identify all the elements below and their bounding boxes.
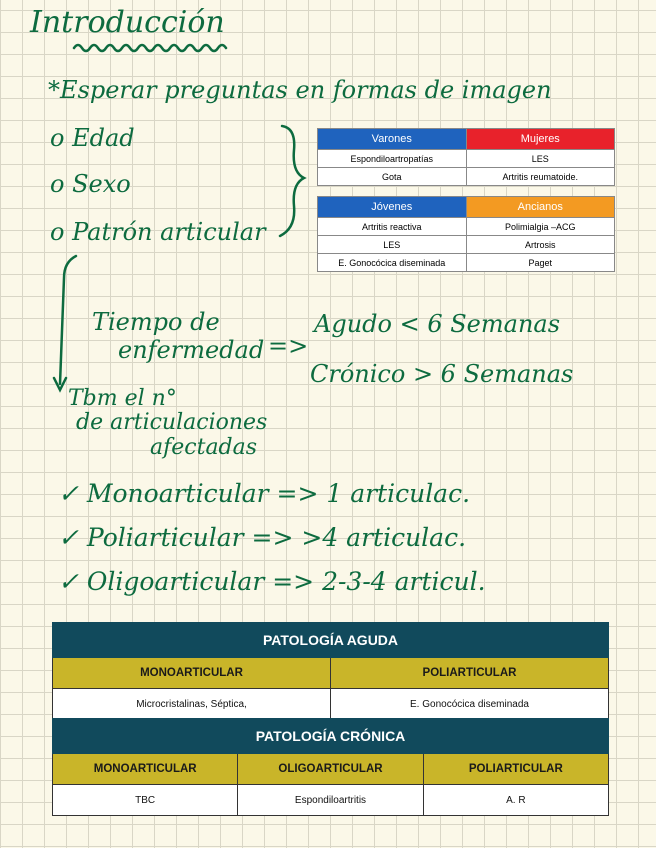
header-jovenes: Jóvenes — [318, 197, 467, 218]
table-row — [318, 236, 615, 254]
acute-title: PATOLOGÍA AGUDA — [53, 623, 609, 658]
chronic-header-oligo: OLIGOARTICULAR — [238, 754, 423, 785]
note-text: *Esperar preguntas en formas de imagen — [48, 76, 552, 104]
acute-pathology-table — [52, 622, 609, 720]
factor-joint-pattern: o Patrón articular — [50, 218, 266, 246]
time-label-line1: Tiempo de — [92, 308, 220, 336]
time-label-line2: enfermedad — [118, 336, 265, 364]
chronic-header-mono: MONOARTICULAR — [53, 754, 238, 785]
check-poliarticular: ✓ Poliarticular => >4 articulac. — [58, 523, 467, 552]
table-cell: LES — [318, 236, 467, 254]
table-row — [318, 218, 615, 236]
acute-header-poli: POLIARTICULAR — [331, 658, 609, 689]
check-oligoarticular: ✓ Oligoarticular => 2-3-4 articul. — [58, 567, 486, 596]
table-cell: Artritis reumatoide. — [466, 168, 615, 186]
header-mujeres: Mujeres — [466, 129, 615, 150]
chronic-header-poli: POLIARTICULAR — [423, 754, 608, 785]
table-cell: E. Gonocócica diseminada — [331, 689, 609, 720]
table-cell: E. Gonocócica diseminada — [318, 254, 467, 272]
table-cell: Espondiloartritis — [238, 785, 423, 816]
tbm-line2: de articulaciones — [76, 410, 268, 435]
header-ancianos: Ancianos — [466, 197, 615, 218]
age-table — [317, 196, 615, 272]
table-row — [318, 150, 615, 168]
table-row — [53, 785, 609, 816]
check-monoarticular: ✓ Monoarticular => 1 articulac. — [58, 479, 471, 508]
table-row — [53, 689, 609, 720]
chronic-title: PATOLOGÍA CRÓNICA — [53, 719, 609, 754]
factor-age: o Edad — [50, 124, 135, 152]
acute-header-mono: MONOARTICULAR — [53, 658, 331, 689]
acute-duration: Agudo < 6 Semanas — [314, 310, 561, 338]
table-cell: Gota — [318, 168, 467, 186]
table-cell: Artritis reactiva — [318, 218, 467, 236]
table-cell: Polimialgia –ACG — [466, 218, 615, 236]
table-row — [318, 168, 615, 186]
chronic-pathology-table — [52, 718, 609, 816]
table-cell: A. R — [423, 785, 608, 816]
table-cell: Paget — [466, 254, 615, 272]
tbm-line3: afectadas — [150, 435, 258, 460]
factor-sex: o Sexo — [50, 170, 131, 198]
table-cell: TBC — [53, 785, 238, 816]
left-bracket — [60, 256, 76, 384]
header-varones: Varones — [318, 129, 467, 150]
chronic-duration: Crónico > 6 Semanas — [310, 360, 574, 388]
table-cell: LES — [466, 150, 615, 168]
table-row — [318, 254, 615, 272]
tbm-line1: Tbm el n° — [68, 386, 177, 411]
table-cell: Artrosis — [466, 236, 615, 254]
time-arrow: => — [268, 332, 309, 360]
page-title: Introducción — [30, 5, 225, 40]
table-cell: Microcristalinas, Séptica, — [53, 689, 331, 720]
right-brace — [280, 126, 304, 236]
title-underline — [74, 45, 226, 51]
table-cell: Espondiloartropatías — [318, 150, 467, 168]
sex-table — [317, 128, 615, 186]
